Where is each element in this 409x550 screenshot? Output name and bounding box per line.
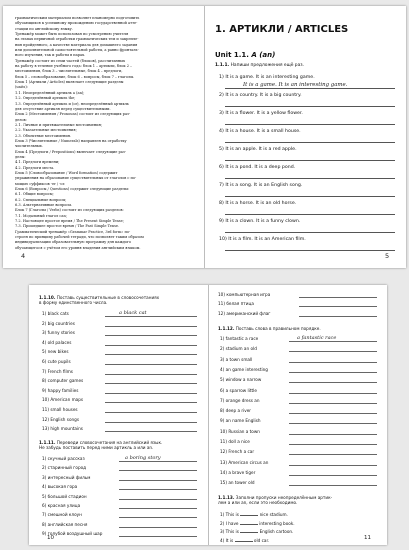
- instruction-line: Поставь слова в правильном порядке.: [235, 326, 321, 331]
- item-number: 3): [42, 474, 47, 480]
- answer-line: [119, 508, 197, 509]
- item-text: an tower old: [228, 480, 255, 486]
- intro-text-line: (units):: [15, 85, 28, 90]
- intro-text-line: 4.2. Предлоги места.: [15, 165, 55, 170]
- exercise-item: [42, 359, 71, 364]
- intro-text-line: упражнения на образование существительных от глаголов с по-: [15, 176, 137, 181]
- exercise-item: [42, 512, 82, 517]
- answer-line: [105, 374, 197, 375]
- handwritten-answer: a boring story: [125, 454, 161, 461]
- answer-line: [289, 434, 377, 435]
- item-text: большой стадион: [47, 493, 87, 499]
- intro-text-line: 1.3. Определённый артикль и (or), неопределённый артикль: [15, 101, 129, 106]
- intro-text-line: 1.2. Определённый артикль the;: [15, 96, 76, 101]
- item-pre: It is: [225, 537, 234, 543]
- item-text: старинный город: [47, 465, 87, 471]
- exercise-item: [42, 388, 78, 393]
- item-text: a brave tiger: [228, 469, 256, 475]
- exercise-item: [42, 369, 73, 374]
- answer-line: [119, 489, 197, 490]
- intro-text-line: на работу в течение учебного года: блок 1 – артикли, блок 2 –: [15, 64, 132, 69]
- book-spine: [204, 6, 205, 268]
- intro-text-line: Блок 4 (Предлоги / Prepositions) включает следующие раз-: [15, 149, 126, 154]
- item-number: 8): [219, 201, 224, 206]
- exercise-instruction: Напиши предложения ещё раз.: [230, 63, 305, 68]
- exercise-item: [219, 129, 301, 134]
- item-number: 2): [220, 346, 225, 352]
- item-text: It is a country. It is a big country.: [225, 93, 302, 98]
- intro-text-line: мощью суффиксов -er / -or.: [15, 181, 66, 186]
- intro-text-line: 7.2. Настоящее простое время / The Present Simple Tense;: [15, 219, 124, 224]
- answer-line: [225, 250, 395, 251]
- item-number: 7): [42, 368, 47, 374]
- exercise-item: [42, 475, 90, 480]
- item-pre: This is: [225, 529, 239, 535]
- intro-text-line: строен по принципу рабочей тетради, что позволяет таким образом: [15, 235, 144, 240]
- answer-line: [225, 214, 395, 215]
- item-text: French films: [47, 368, 73, 374]
- intro-text-line: 2.3. Объектные местоимения.: [15, 133, 72, 138]
- intro-text-line: 6.2. Специальные вопросы;: [15, 197, 67, 202]
- item-number: 5): [42, 493, 47, 499]
- item-text: It is a film. It is an American film.: [228, 237, 306, 242]
- exercise-item: [42, 407, 78, 412]
- intro-text-line: Грамматический тренажёр «Grammar Practice, 3rd form» по-: [15, 229, 131, 234]
- answer-line: [289, 444, 377, 445]
- item-pre: I have: [225, 520, 239, 526]
- exercise-item: [220, 470, 255, 475]
- item-number: 1): [42, 456, 47, 461]
- item-number: 13): [42, 426, 49, 432]
- answer-line: [105, 326, 197, 327]
- item-text: black cats: [47, 311, 69, 316]
- item-text: deep a river: [225, 408, 252, 414]
- exercise-item: [220, 408, 251, 413]
- exercise-item: [220, 429, 260, 434]
- item-text: cute pupils: [47, 359, 71, 364]
- answer-line: [225, 124, 395, 125]
- answer-line: [289, 413, 377, 414]
- handwritten-answer: It is a game. It is an interesting game.: [243, 82, 348, 88]
- answer-line: [119, 536, 197, 537]
- item-number: 9): [219, 219, 224, 224]
- item-text: смешной клоун: [47, 512, 82, 518]
- item-number: 3): [219, 111, 224, 116]
- fill-blank[interactable]: [235, 541, 253, 542]
- item-post: English cartoon.: [259, 529, 294, 535]
- item-number: 10): [42, 397, 49, 403]
- answer-line: [225, 196, 395, 197]
- item-number: 1): [42, 311, 47, 316]
- exercise-item: [42, 426, 83, 431]
- exercise-item: [219, 147, 297, 152]
- item-text: computer games: [47, 378, 84, 384]
- intro-text-line: Блок 2 (Местоимения / Pronouns) состоит из следующих раз-: [15, 112, 131, 117]
- exercise-item: [42, 494, 87, 499]
- exercise-item: [42, 340, 71, 345]
- intro-text-line: Блок 5 (Словообразование / Word formation) содержит: [15, 170, 118, 175]
- intro-text-line: стации по английскому языку.: [15, 26, 73, 31]
- answer-line: [289, 382, 377, 383]
- intro-text-line: Тренажёр может быть использован по усмотрению учителя: [15, 32, 129, 37]
- item-number: 4): [219, 129, 224, 134]
- item-text: It is a game. It is an interesting game.: [225, 75, 315, 80]
- instruction-line: лем a или an, если это необходимо.: [218, 500, 298, 505]
- unit-name: A (an): [251, 51, 276, 59]
- intro-text-line: делы:: [15, 154, 26, 159]
- exercise-label: 1.1.1.: [215, 63, 230, 68]
- item-text: window a narrow: [225, 377, 262, 383]
- intro-text-line: для отсутствие артикля перед существительными.: [15, 106, 111, 111]
- exercise-1-1-10-instruction: [39, 295, 159, 305]
- answer-line: [225, 142, 395, 143]
- fill-blank[interactable]: [240, 524, 258, 525]
- item-text: a sparrow little: [225, 387, 257, 393]
- item-number: 6): [219, 165, 224, 170]
- fill-blank[interactable]: [240, 532, 258, 533]
- answer-line: [289, 362, 377, 363]
- intro-text-line: блок 5 – словообразование, блок 6 – вопросы, блок 7 – глаголы.: [15, 74, 135, 79]
- handwritten-answer: a fantastic race: [297, 334, 337, 341]
- answer-line: [105, 316, 197, 317]
- fill-blank[interactable]: [240, 515, 258, 516]
- page-number-10: 10: [47, 535, 54, 541]
- exercise-item: [220, 439, 250, 444]
- instruction-line: Заполни пропуски неопределённым артик-: [235, 495, 333, 500]
- item-number: 8): [42, 378, 47, 384]
- exercise-item: [42, 321, 75, 326]
- item-number: 1): [219, 75, 224, 80]
- exercise-item: [218, 311, 270, 316]
- item-post: interesting book.: [259, 520, 295, 526]
- answer-line: [105, 393, 197, 394]
- item-number: 11): [220, 439, 227, 444]
- answer-line: [289, 465, 377, 466]
- exercise-item: [42, 465, 86, 470]
- item-post: nice stadium.: [259, 512, 288, 517]
- item-number: 12): [220, 449, 227, 455]
- exercise-item: [220, 538, 269, 543]
- intro-text-line: обучающихся к успешному прохождению государственной атте-: [15, 21, 138, 26]
- answer-line: [105, 345, 197, 346]
- item-number: 11): [42, 407, 49, 412]
- exercise-item: [219, 75, 315, 80]
- exercise-item: [218, 301, 254, 306]
- item-number: 3): [220, 529, 225, 535]
- item-text: an game interesting: [225, 366, 268, 372]
- item-text: high mountains: [50, 426, 83, 432]
- item-text: big countries: [47, 320, 75, 326]
- intro-text-line: числительных.: [15, 144, 43, 149]
- exercise-item: [220, 418, 261, 423]
- item-number: 9): [42, 531, 47, 537]
- item-post: old car.: [253, 537, 270, 543]
- intro-text-line: грамматическим материалом позволяет планомерно подготовить: [15, 16, 140, 20]
- answer-line: [105, 335, 197, 336]
- exercise-item: [220, 346, 257, 351]
- intro-text-line: ния пройденного, а качестве материала для домашнего задания: [15, 42, 138, 47]
- item-number: 9): [42, 387, 47, 393]
- answer-line: [225, 88, 395, 89]
- page-number-4: 4: [21, 252, 26, 260]
- unit-title: [215, 51, 275, 59]
- exercise-item: [220, 398, 260, 403]
- item-text: orange dress an: [225, 397, 260, 403]
- answer-line: [105, 402, 197, 403]
- item-number: 8): [220, 408, 225, 414]
- answer-line: [119, 470, 197, 471]
- intro-text-line: обучающегося с учётом его уровня владения английским языком.: [15, 245, 141, 250]
- item-text: a town small: [225, 356, 253, 362]
- answer-line: [299, 306, 377, 307]
- unit-prefix: Unit 1.1.: [215, 51, 249, 59]
- answer-line: [105, 422, 197, 423]
- item-number: 2): [42, 465, 47, 471]
- answer-line: [289, 341, 377, 342]
- intro-text-line: 1.1. Неопределённый артикль a (an);: [15, 90, 85, 95]
- exercise-1-1-1-instruction: [215, 63, 304, 68]
- item-text: It is a flower. It is a yellow flower.: [225, 111, 303, 116]
- item-number: 8): [42, 521, 47, 527]
- exercise-item: [42, 484, 77, 489]
- item-text: American maps: [50, 397, 84, 403]
- intro-text-line: 2.2. Указательные местоимения;: [15, 128, 77, 133]
- answer-line: [105, 431, 197, 432]
- item-number: 7): [42, 512, 47, 518]
- exercise-item: [42, 417, 79, 422]
- exercise-item: [42, 378, 83, 383]
- item-text: new bikes: [47, 349, 69, 355]
- exercise-label: 1.1.11.: [39, 440, 56, 445]
- answer-line: [225, 106, 395, 107]
- item-number: 3): [42, 330, 47, 336]
- answer-line: [289, 403, 377, 404]
- item-text: happy families: [47, 387, 79, 393]
- item-number: 1): [220, 512, 225, 517]
- handwritten-answer: a black cat: [119, 309, 147, 316]
- instruction-line: Поставь существительные в словосочетаниях: [56, 295, 160, 300]
- item-text: American circus an: [228, 459, 269, 465]
- answer-line: [119, 499, 197, 500]
- item-text: голубой воздушный шар: [47, 531, 103, 537]
- exercise-label: 1.1.10.: [39, 295, 56, 300]
- exercise-item: [42, 330, 75, 335]
- item-number: 2): [42, 320, 47, 326]
- answer-line: [289, 423, 377, 424]
- item-text: It is a pond. It is a deep pond.: [225, 165, 296, 170]
- item-text: красная улица: [47, 503, 81, 508]
- exercise-item: [42, 311, 69, 316]
- item-number: 5): [42, 349, 47, 355]
- intro-text-line: ного изучения, так и работы в парах.: [15, 53, 86, 58]
- answer-line: [299, 297, 377, 298]
- exercise-item: [219, 165, 295, 170]
- intro-text-line: или дополнительной самостоятельной работы, а равно фронталь-: [15, 48, 139, 53]
- answer-line: [299, 316, 377, 317]
- exercise-item: [220, 460, 268, 465]
- exercise-item: [219, 219, 300, 224]
- item-text: funny stories: [47, 330, 75, 336]
- answer-line: [289, 351, 377, 352]
- answer-line: [105, 364, 197, 365]
- item-text: It is a house. It is a small house.: [225, 129, 301, 134]
- item-number: 6): [42, 359, 47, 364]
- answer-line: [289, 485, 377, 486]
- spread-pages-10-11: [29, 285, 387, 545]
- section-title: 1. АРТИКЛИ / ARTICLES: [215, 24, 349, 35]
- answer-line: [289, 475, 377, 476]
- exercise-item: [218, 292, 270, 297]
- exercise-item: [219, 111, 303, 116]
- intro-text-line: местоимения, блок 3 – числительные, блок 4 – предлоги,: [15, 69, 123, 74]
- item-text: English songs: [50, 416, 80, 422]
- intro-text-line: Блок 6 (Вопросы / Questions) содержит следующие разделы:: [15, 187, 130, 191]
- answer-line: [289, 372, 377, 373]
- item-number: 2): [220, 520, 225, 526]
- intro-text-line: Тренажёр состоит из семи частей (блоков), рассчитанных: [15, 58, 125, 63]
- item-text: old palaces: [47, 339, 72, 345]
- intro-text-line: 2.1. Личные и притяжательные местоимения;: [15, 122, 103, 127]
- answer-line: [105, 412, 197, 413]
- answer-line: [119, 461, 197, 462]
- exercise-label: 1.1.13.: [218, 495, 235, 500]
- item-number: 6): [42, 503, 47, 508]
- item-text: высокая гора: [47, 484, 78, 490]
- intro-text-line: Блок 3 (Числительные / Numerals) направлен на отработку: [15, 138, 127, 143]
- item-number: 10): [218, 292, 225, 297]
- item-number: 7): [219, 183, 224, 188]
- book-spine: [208, 285, 209, 545]
- item-number: 12): [218, 310, 225, 316]
- item-number: 5): [219, 147, 224, 152]
- instruction-line: в форму единственного числа.: [39, 300, 108, 305]
- answer-line: [225, 232, 395, 233]
- item-number: 7): [220, 397, 225, 403]
- exercise-item: [220, 480, 255, 485]
- exercise-1-1-11-instruction: [39, 440, 162, 450]
- item-text: an name English: [225, 418, 261, 424]
- item-number: 10): [220, 428, 227, 434]
- item-text: It is an apple. It is a red apple.: [225, 147, 297, 152]
- item-number: 4): [220, 537, 225, 543]
- item-text: английская песня: [47, 521, 88, 527]
- item-text: stadium an old: [225, 346, 257, 352]
- item-text: белая птица: [226, 301, 254, 307]
- instruction-line: Не забудь поставить перед ними артикль a или an.: [39, 445, 154, 450]
- item-number: 3): [220, 356, 225, 362]
- item-number: 9): [220, 418, 225, 424]
- item-text: компьютерная игра: [226, 292, 271, 297]
- intro-text-line: Блок 7 (Глаголы / Verbs) состоит из следующих разделов:: [15, 208, 124, 213]
- item-text: американский флаг: [226, 310, 271, 316]
- item-text: French a car: [228, 449, 255, 455]
- exercise-item: [220, 367, 268, 372]
- exercise-item: [220, 512, 288, 517]
- item-number: 12): [42, 416, 49, 422]
- exercise-item: [219, 201, 296, 206]
- item-text: It is a clown. It is a funny clown.: [225, 219, 301, 224]
- exercise-1-1-13-instruction: [218, 495, 332, 505]
- item-number: 11): [218, 301, 225, 307]
- item-number: 13): [220, 459, 227, 465]
- answer-line: [119, 517, 197, 518]
- answer-line: [225, 160, 395, 161]
- exercise-item: [220, 529, 293, 534]
- exercise-item: [219, 183, 302, 188]
- item-number: 14): [220, 469, 227, 475]
- intro-text-line: 7.1. Модальный глагол can;: [15, 213, 68, 218]
- spread-pages-4-5: [3, 6, 406, 268]
- item-number: 5): [220, 377, 225, 383]
- intro-text-line: делов:: [15, 117, 27, 122]
- item-pre: This is: [225, 512, 239, 517]
- exercise-1-1-12-instruction: [218, 326, 321, 331]
- exercise-item: [219, 237, 306, 242]
- exercise-item: [220, 388, 257, 393]
- exercise-item: [220, 449, 254, 454]
- item-text: doll a nice: [228, 439, 250, 444]
- answer-line: [225, 178, 395, 179]
- exercise-item: [220, 357, 252, 362]
- exercise-item: [220, 377, 261, 382]
- intro-text-line: на этапах первичной отработки грамматических тем и закрепле-: [15, 37, 139, 42]
- exercise-item: [219, 93, 302, 98]
- item-number: 4): [42, 484, 47, 490]
- exercise-item: [42, 503, 80, 508]
- item-number: 6): [220, 387, 225, 393]
- exercise-item: [42, 522, 87, 527]
- item-text: fantastic a race: [225, 336, 259, 341]
- answer-line: [105, 354, 197, 355]
- page-number-11: 11: [364, 535, 371, 541]
- item-text: скучный рассказ: [47, 456, 85, 461]
- item-number: 1): [220, 336, 225, 341]
- exercise-item: [42, 397, 83, 402]
- intro-text-column: [15, 16, 197, 251]
- item-text: Russian a town: [228, 428, 260, 434]
- item-number: 4): [220, 366, 225, 372]
- intro-text-line: Блок 1 (Артикли / Articles) включает следующие разделы: [15, 80, 124, 85]
- exercise-label: 1.1.12.: [218, 326, 235, 331]
- answer-line: [289, 454, 377, 455]
- exercise-item: [42, 349, 69, 354]
- item-number: 4): [42, 339, 47, 345]
- intro-text-line: 6.1. Общие вопросы;: [15, 192, 54, 197]
- answer-line: [289, 393, 377, 394]
- instruction-line: Переведи словосочетания на английский язык.: [56, 440, 163, 445]
- intro-text-line: 7.3. Прошедшее простое время / The Past Simple Tense.: [15, 224, 120, 229]
- answer-line: [105, 383, 197, 384]
- intro-text-line: 4.1. Предлоги времени;: [15, 160, 60, 165]
- answer-line: [119, 527, 197, 528]
- item-text: small houses: [50, 407, 78, 412]
- item-text: It is a horse. It is an old horse.: [225, 201, 297, 206]
- item-number: 2): [219, 93, 224, 98]
- item-text: интересный фильм: [47, 474, 91, 480]
- item-number: 10): [219, 237, 227, 242]
- answer-line: [119, 480, 197, 481]
- intro-text-line: индивидуализации образовательную программу для каждого: [15, 240, 132, 245]
- page-number-5: 5: [385, 252, 390, 260]
- item-number: 15): [220, 480, 227, 486]
- exercise-item: [220, 336, 258, 341]
- intro-text-line: 6.3. Альтернативные вопросы.: [15, 203, 73, 208]
- exercise-item: [220, 521, 295, 526]
- item-text: It is a song. It is an English song.: [225, 183, 303, 188]
- exercise-item: [42, 456, 85, 461]
